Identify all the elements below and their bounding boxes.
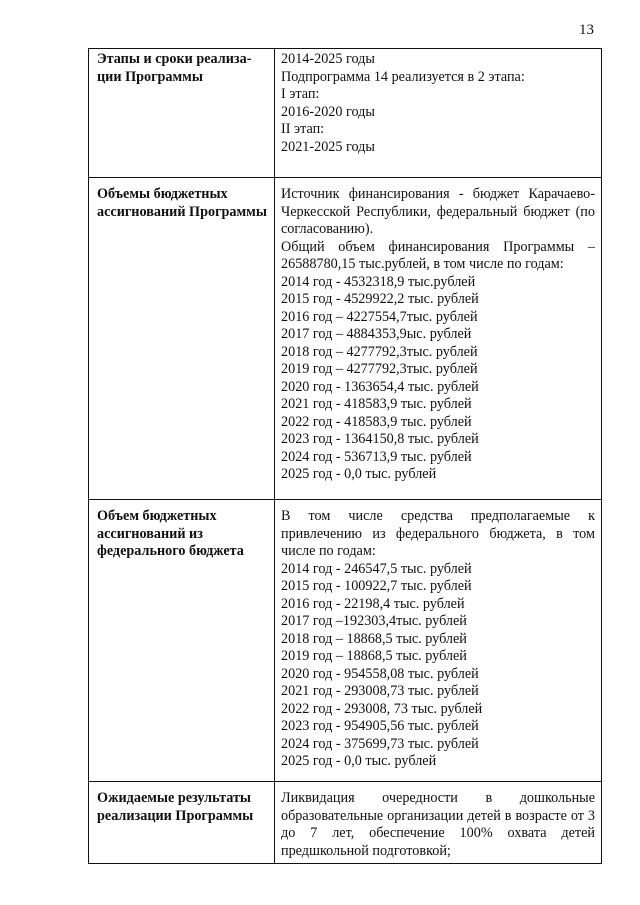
total-funding-year: 2023 год - 1364150,8 тыс. рублей xyxy=(281,431,479,447)
stages-line: 2016-2020 годы xyxy=(281,103,375,120)
federal-funding-content xyxy=(275,500,602,782)
table-row-federal-funding xyxy=(89,500,602,782)
stages-line: 2021-2025 годы xyxy=(281,138,375,155)
total-funding-intro: Общий объем финансирования Программы – 26588780,15 тыс.рублей, в том числе по годам: xyxy=(281,238,595,272)
expected-results-label: Ожидаемые результаты реализации Программы xyxy=(89,782,275,864)
table-row-expected-results xyxy=(89,782,602,864)
federal-funding-year: 2021 год - 293008,73 тыс. рублей xyxy=(281,683,479,699)
stages-label: Этапы и сроки реализа-ции Программы xyxy=(89,49,275,178)
funding-source-text: Источник финансирования - бюджет Карачаево-Черкесской Республики, федеральный бюджет (по согласованию). xyxy=(281,186,595,237)
total-funding-year: 2022 год - 418583,9 тыс. рублей xyxy=(281,413,472,430)
federal-funding-label: Объем бюджетных ассигнований из федерального бюджета xyxy=(89,500,275,782)
stages-line: II этап: xyxy=(281,121,325,137)
federal-funding-year: 2017 год –192303,4тыс. рублей xyxy=(281,613,467,629)
federal-funding-year: 2019 год – 18868,5 тыс. рублей xyxy=(281,648,467,664)
federal-funding-year: 2016 год - 22198,4 тыс. рублей xyxy=(281,595,465,612)
federal-funding-year: 2023 год - 954905,56 тыс. рублей xyxy=(281,718,479,734)
total-funding-year: 2025 год - 0,0 тыс. рублей xyxy=(281,466,437,482)
stages-content xyxy=(275,49,602,178)
federal-funding-year: 2022 год - 293008, 73 тыс. рублей xyxy=(281,700,483,717)
total-funding-year: 2015 год - 4529922,2 тыс. рублей xyxy=(281,291,479,307)
program-passport-table xyxy=(88,48,602,864)
stages-line: I этап: xyxy=(281,86,320,102)
federal-funding-year: 2024 год - 375699,73 тыс. рублей xyxy=(281,735,479,752)
federal-funding-year: 2020 год - 954558,08 тыс. рублей xyxy=(281,665,479,682)
federal-funding-intro: В том числе средства предполагаемые к привлечению из федерального бюджета, в том числе по годам: xyxy=(281,508,595,559)
total-funding-year: 2024 год - 536713,9 тыс. рублей xyxy=(281,448,472,465)
total-funding-year: 2019 год – 4277792,3тыс. рублей xyxy=(281,361,478,377)
table-row-total-funding xyxy=(89,178,602,500)
stages-line: 2014-2025 годы xyxy=(281,51,375,67)
federal-funding-year: 2025 год - 0,0 тыс. рублей xyxy=(281,753,437,769)
total-funding-year: 2016 год – 4227554,7тыс. рублей xyxy=(281,308,478,325)
total-funding-year: 2018 год – 4277792,3тыс. рублей xyxy=(281,343,478,360)
total-funding-year: 2020 год - 1363654,4 тыс. рублей xyxy=(281,378,479,395)
total-funding-year: 2014 год - 4532318,9 тыс.рублей xyxy=(281,273,476,290)
federal-funding-year: 2015 год - 100922,7 тыс. рублей xyxy=(281,578,472,594)
total-funding-label: Объемы бюджетных ассигнований Программы xyxy=(89,178,275,500)
expected-results-content xyxy=(275,782,602,864)
total-funding-content xyxy=(275,178,602,500)
total-funding-year: 2021 год - 418583,9 тыс. рублей xyxy=(281,396,472,412)
table-row-stages xyxy=(89,49,602,178)
federal-funding-year: 2018 год – 18868,5 тыс. рублей xyxy=(281,630,467,647)
federal-funding-year: 2014 год - 246547,5 тыс. рублей xyxy=(281,560,472,577)
stages-line: Подпрограмма 14 реализуется в 2 этапа: xyxy=(281,68,525,85)
total-funding-year: 2017 год – 4884353,9ыс. рублей xyxy=(281,326,472,342)
page-number: 13 xyxy=(579,22,594,38)
expected-results-text: Ликвидация очередности в дошкольные образовательные организации детей в возрасте от 3 до 7 лет, обеспечение 100% охвата детей предшкольной подготовкой; xyxy=(281,790,595,859)
